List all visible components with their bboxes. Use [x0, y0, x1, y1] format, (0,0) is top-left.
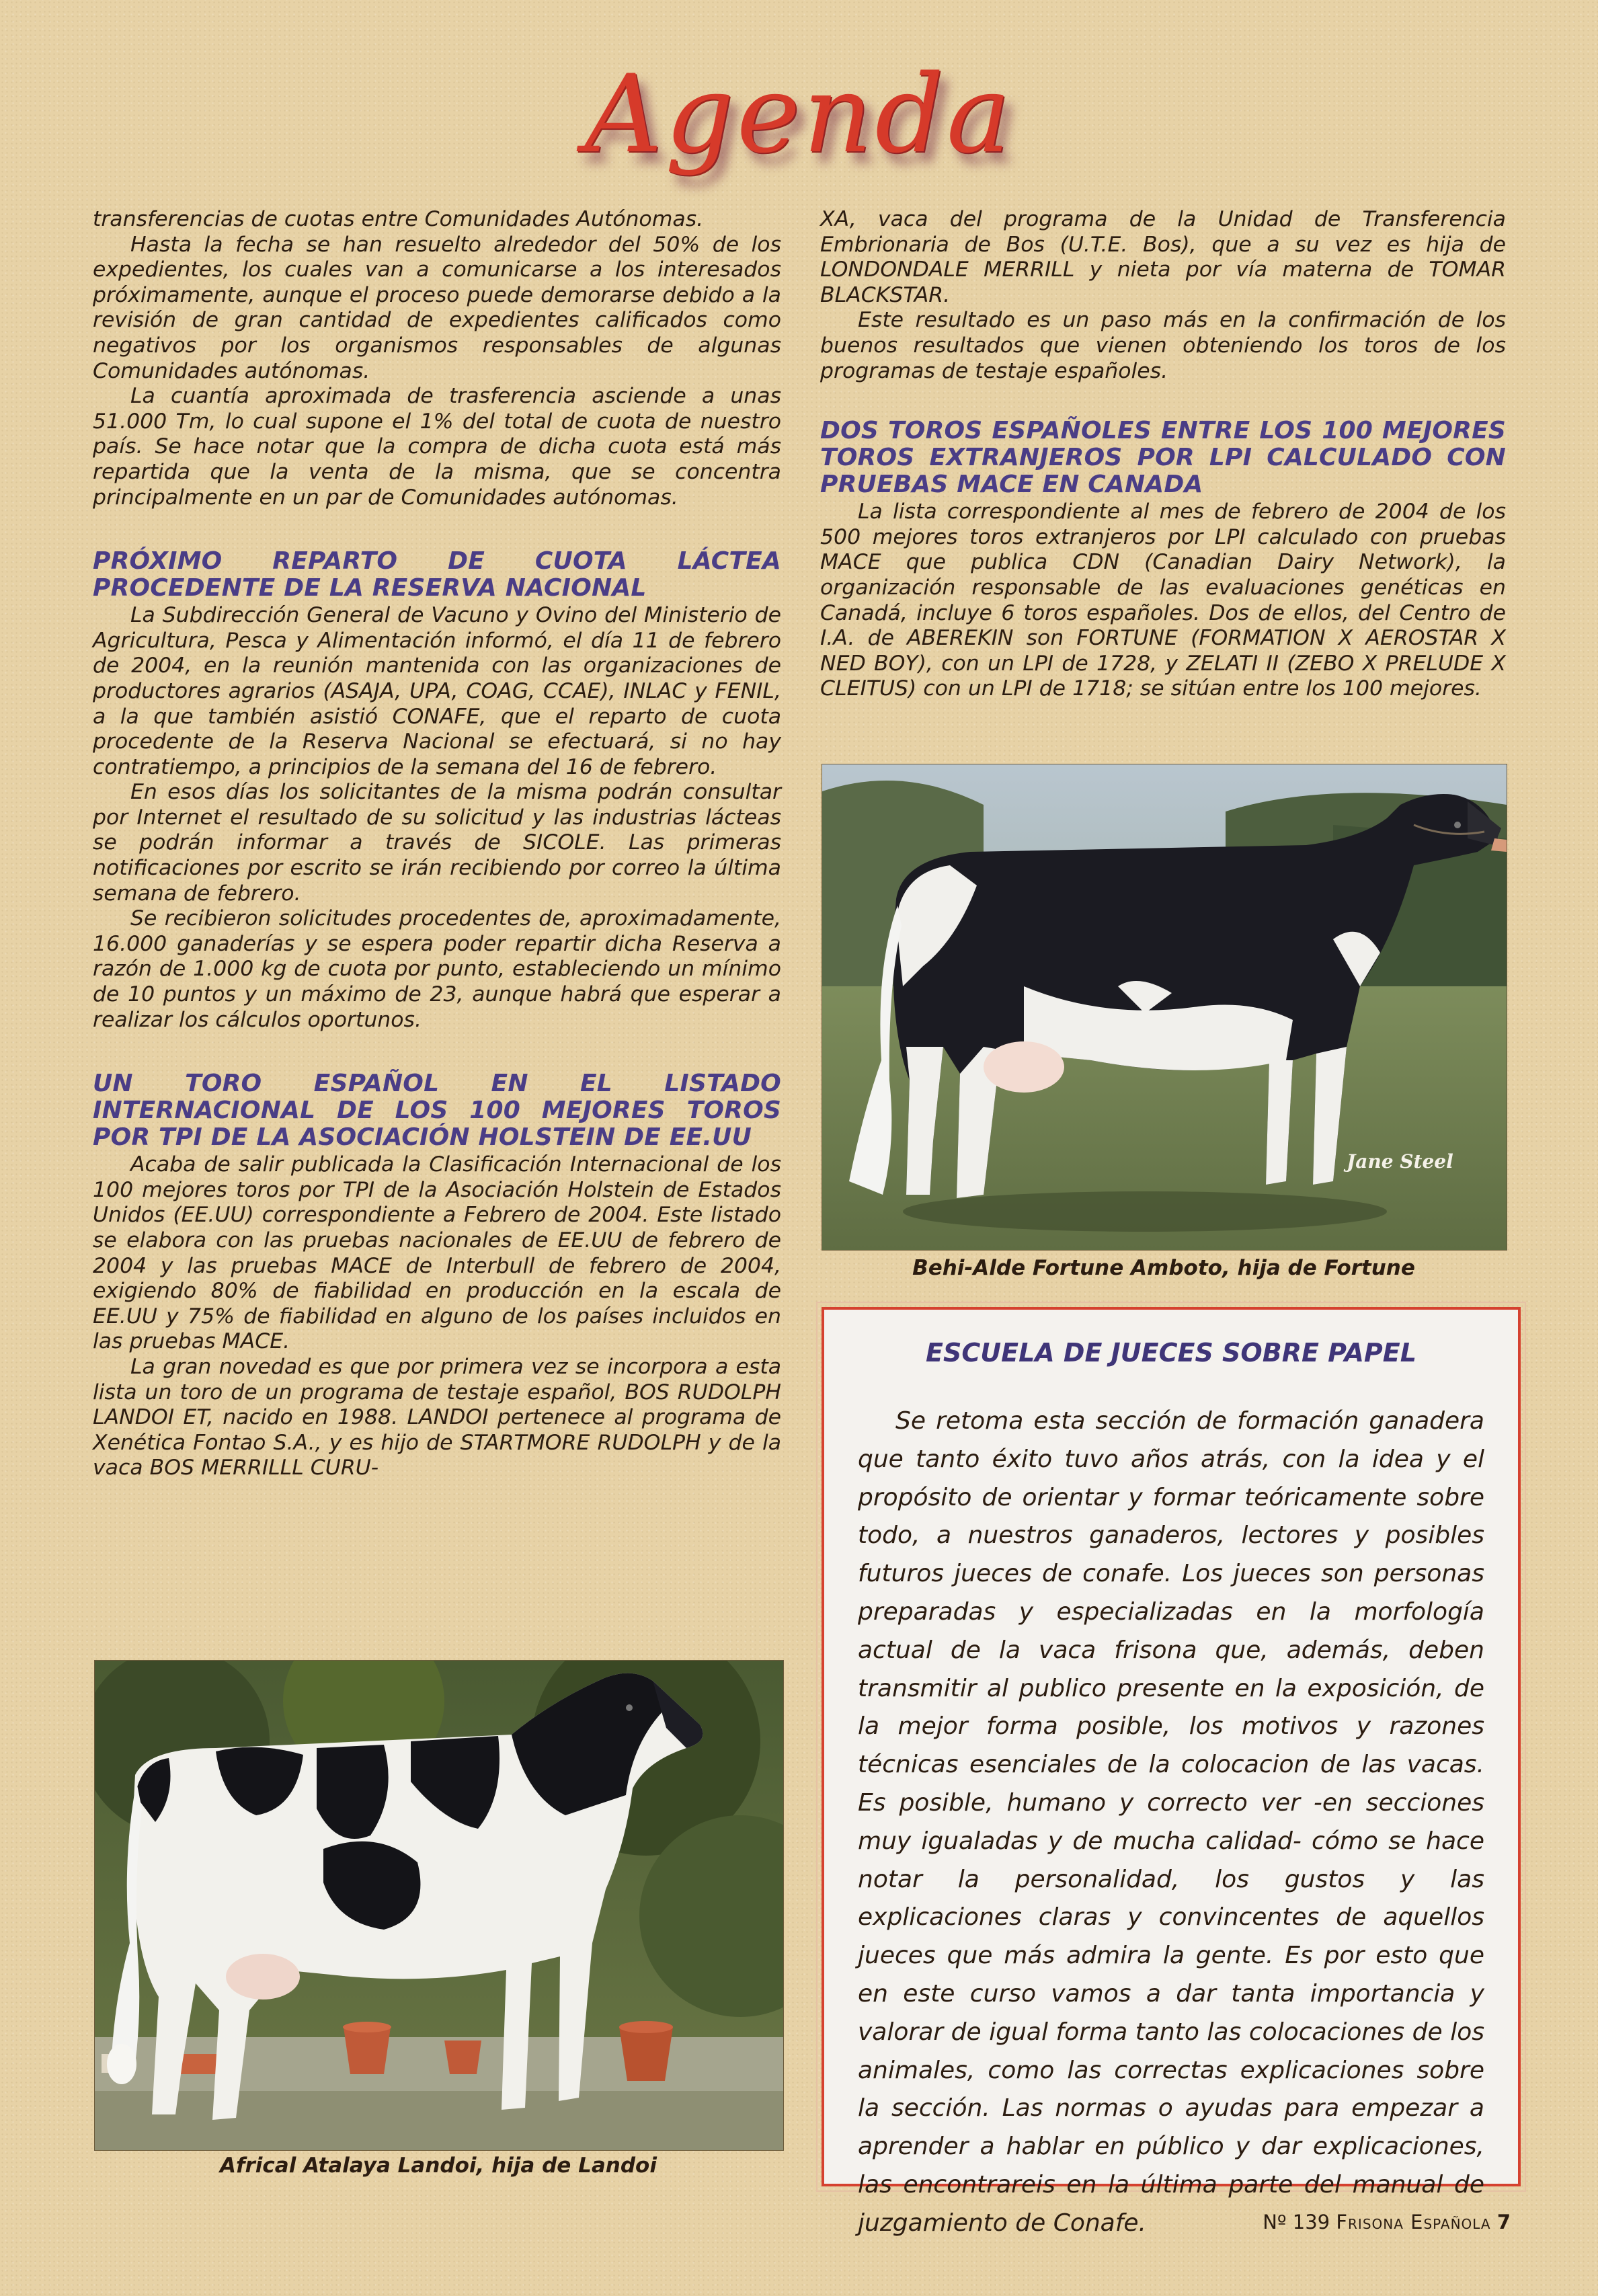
page-footer [1263, 2211, 1511, 2233]
box-title: ESCUELA DE JUECES SOBRE PAPEL [926, 1338, 1416, 1368]
cow-photo-atalaya-landoi [94, 1660, 784, 2151]
photo-caption-right: Behi-Alde Fortune Amboto, hija de Fortune [912, 1256, 1415, 1280]
paragraph: La gran novedad es que por primera vez se incorpora a esta lista un toro de un programa de testaje español, BOS RUDOLPH LANDOI ET, nacido en 1988. LANDOI pertenece al programa de Xenética Fontao S.A., y es hijo de STARTMORE RUDOLPH y de la vaca BOS MERRILLL CURU- [93, 1354, 781, 1480]
section-heading-cuota-lactea: PRÓXIMO REPARTO DE CUOTA LÁCTEA PROCEDENTE DE LA RESERVA NACIONAL [93, 547, 781, 602]
section-heading-toros-lpi: DOS TOROS ESPAÑOLES ENTRE LOS 100 MEJORES TOROS EXTRANJEROS POR LPI CALCULADO CON PRUEBAS MACE EN CANADA [820, 417, 1506, 499]
magazine-name: Frisona Española [1336, 2211, 1491, 2233]
paragraph: Se recibieron solicitudes procedentes de, aproximadamente, 16.000 ganaderías y se espera poder repartir dicha Reserva a razón de 1.000 kg de cuota por punto, estableciendo un mínimo de 10 puntos y un máximo de 23, aunque habrá que esperar a realizar los cálculos oportunos. [93, 906, 781, 1032]
paragraph: Este resultado es un paso más en la confirmación de los buenos resultados que vienen obteniendo los toros de los programas de testaje españoles. [820, 308, 1506, 383]
paragraph: La lista correspondiente al mes de febrero de 2004 de los 500 mejores toros extranjeros por LPI calculado con pruebas MACE que publica CDN (Canadian Dairy Network), la organización responsable de las evaluaciones genéticas en Canadá, incluye 6 toros españoles. Dos de ellos, del Centro de I.A. de ABEREKIN son FORTUNE (FORMATION X AEROSTAR X NED BOY), con un LPI de 1728, y ZELATI II (ZEBO X PRELUDE X CLEITUS) con un LPI de 1718; se sitúan entre los 100 mejores. [820, 500, 1506, 701]
left-column [93, 207, 781, 1481]
photo-caption-left: Africal Atalaya Landoi, hija de Landoi [220, 2153, 657, 2178]
paragraph: Hasta la fecha se han resuelto alrededor del 50% de los expedientes, los cuales van a comunicarse a los interesados próximamente, aunque el proceso puede demorarse debido a la revisión de gran cantidad de expedientes calificados como negativos por los organismos responsables de algunas Comunidades autónomas. [93, 232, 781, 383]
cow-illustration [822, 764, 1507, 1250]
page-number: 7 [1496, 2211, 1511, 2233]
paragraph: Acaba de salir publicada la Clasificación Internacional de los 100 mejores toros por TPI de la Asociación Holstein de Estados Unidos (EE.UU) correspondiente a Febrero de 2004. Este listado se elabora con las pruebas nacionales de EE.UU de febrero de 2004 y las pruebas MACE de Interbull de febrero de 2004, exigiendo 80% de fiabilidad en producción en la escala de EE.UU y 75% de fiabilidad en alguno de los países incluidos en las pruebas MACE. [93, 1152, 781, 1354]
paragraph: En esos días los solicitantes de la misma podrán consultar por Internet el resultado de su solicitud y las industrias lácteas se podrán informar a través de SICOLE. Las primeras notificaciones por escrito se irán recibiendo por correo la última semana de febrero. [93, 780, 781, 906]
photo-watermark: Jane Steel [1347, 1150, 1453, 1173]
paragraph: transferencias de cuotas entre Comunidades Autónomas. [93, 207, 704, 231]
paragraph: La cuantía aproximada de trasferencia asciende a unas 51.000 Tm, lo cual supone el 1% del total de cuota de nuestro país. Se hace notar que la compra de dicha cuota está más repartida que la venta de la misma, que se concentra principalmente en un par de Comunidades autónomas. [93, 384, 781, 510]
cow-illustration [95, 1661, 783, 2150]
page-title: Agenda [584, 51, 1014, 177]
section-heading-toro-tpi: UN TORO ESPAÑOL EN EL LISTADO INTERNACIONAL DE LOS 100 MEJORES TOROS POR TPI DE LA ASOCIACIÓN HOLSTEIN DE EE.UU [93, 1070, 781, 1152]
right-column [820, 207, 1506, 702]
paragraph: XA, vaca del programa de la Unidad de Transferencia Embrionaria de Bos (U.T.E. Bos), que a su vez es hija de LONDONDALE MERRILL y nieta por vía materna de TOMAR BLACKSTAR. [820, 207, 1506, 307]
paragraph: La Subdirección General de Vacuno y Ovino del Ministerio de Agricultura, Pesca y Alimentación informó, el día 11 de febrero de 2004, en la reunión mantenida con las organizaciones de productores agrarios (ASAJA, UPA, COAG, CCAE), INLAC y FENIL, a la que también asistió CONAFE, que el reparto de cuota procedente de la Reserva Nacional se efectuará, si no hay contratiempo, a principios de la semana del 16 de febrero. [93, 603, 781, 779]
cow-photo-fortune-amboto [822, 764, 1507, 1251]
issue-number: Nº 139 [1263, 2211, 1330, 2233]
box-body: Se retoma esta sección de formación ganadera que tanto éxito tuvo años atrás, con la idea y el propósito de orientar y formar teóricamente sobre todo, a nuestros ganaderos, lectores y posibles futuros jueces de conafe. Los jueces son personas preparadas y especializadas en la morfología actual de la vaca frisona que, además, deben transmitir al publico presente en la exposición, de la mejor forma posible, los motivos y razones técnicas esenciales de la colocacion de las vacas. Es posible, humano y correcto ver -en secciones muy igualadas y de mucha calidad- cómo se hace notar la personalidad, los gustos y las explicaciones claras y convincentes de aquellos jueces que más admira la gente. Es por esto que en este curso vamos a dar tanta importancia y valorar de igual forma tanto las colocaciones de los animales, como las correctas explicaciones sobre la sección. Las normas o ayudas para empezar a aprender a hablar en público y dar explicaciones, las encontrareis en la última parte del manual de juzgamiento de Conafe. [858, 1407, 1484, 2237]
